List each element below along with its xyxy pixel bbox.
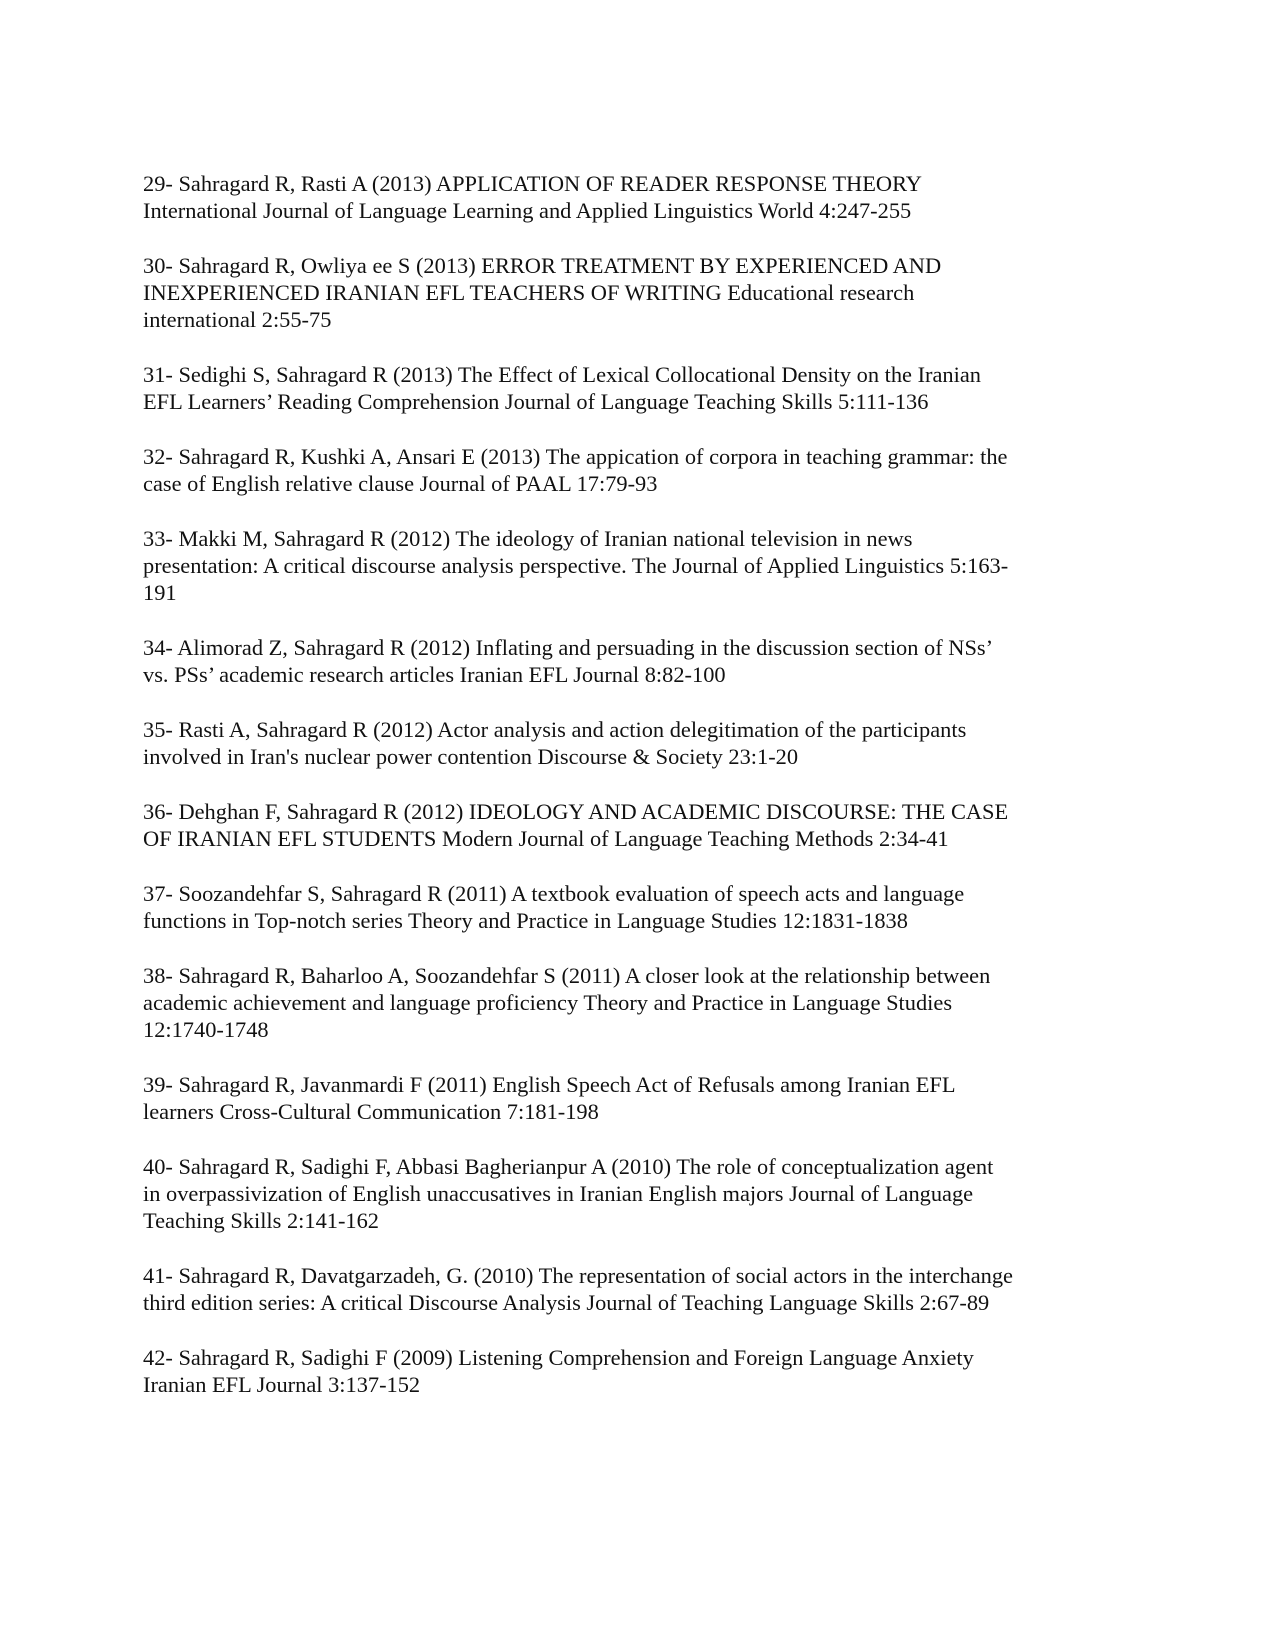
reference-41 bbox=[143, 1262, 1078, 1317]
reference-30 bbox=[143, 252, 1078, 334]
reference-line: OF IRANIAN EFL STUDENTS Modern Journal of Language Teaching Methods 2:34-41 bbox=[143, 826, 949, 852]
reference-line: 40- Sahragard R, Sadighi F, Abbasi Bagherianpur A (2010) The role of conceptualization agent bbox=[143, 1153, 994, 1179]
reference-line: functions in Top-notch series Theory and Practice in Language Studies 12:1831-1838 bbox=[143, 908, 908, 934]
reference-line: International Journal of Language Learning and Applied Linguistics World 4:247-255 bbox=[143, 198, 912, 224]
reference-line: 42- Sahragard R, Sadighi F (2009) Listening Comprehension and Foreign Language Anxiety bbox=[143, 1344, 974, 1370]
reference-line: 41- Sahragard R, Davatgarzadeh, G. (2010) The representation of social actors in the interchange bbox=[143, 1262, 1013, 1288]
reference-line: involved in Iran's nuclear power contention Discourse & Society 23:1-20 bbox=[143, 744, 799, 770]
reference-line: academic achievement and language proficiency Theory and Practice in Language Studies bbox=[143, 989, 953, 1015]
reference-line: 35- Rasti A, Sahragard R (2012) Actor analysis and action delegitimation of the participants bbox=[143, 716, 967, 742]
reference-line: 37- Soozandehfar S, Sahragard R (2011) A textbook evaluation of speech acts and language bbox=[143, 880, 965, 906]
reference-line: 31- Sedighi S, Sahragard R (2013) The Effect of Lexical Collocational Density on the Iranian bbox=[143, 362, 981, 388]
reference-40 bbox=[143, 1153, 1078, 1235]
reference-line: Iranian EFL Journal 3:137-152 bbox=[143, 1372, 421, 1398]
reference-line: 12:1740-1748 bbox=[143, 1017, 269, 1043]
reference-line: case of English relative clause Journal of PAAL 17:79-93 bbox=[143, 471, 658, 497]
reference-line: INEXPERIENCED IRANIAN EFL TEACHERS OF WRITING Educational research bbox=[143, 280, 915, 306]
reference-33 bbox=[143, 525, 1078, 607]
reference-line: learners Cross-Cultural Communication 7:181-198 bbox=[143, 1099, 599, 1125]
reference-line: 30- Sahragard R, Owliya ee S (2013) ERROR TREATMENT BY EXPERIENCED AND bbox=[143, 252, 942, 278]
reference-line: 34- Alimorad Z, Sahragard R (2012) Inflating and persuading in the discussion section of NSs’ bbox=[143, 635, 994, 661]
reference-29 bbox=[143, 170, 1078, 225]
reference-line: 191 bbox=[143, 580, 177, 606]
reference-line: 39- Sahragard R, Javanmardi F (2011) English Speech Act of Refusals among Iranian EFL bbox=[143, 1071, 956, 1097]
reference-line: vs. PSs’ academic research articles Iranian EFL Journal 8:82-100 bbox=[143, 662, 726, 688]
reference-42 bbox=[143, 1344, 1078, 1399]
reference-32 bbox=[143, 443, 1078, 498]
reference-line: 32- Sahragard R, Kushki A, Ansari E (2013) The appication of corpora in teaching grammar: the bbox=[143, 443, 1008, 469]
reference-38 bbox=[143, 962, 1078, 1044]
reference-36 bbox=[143, 798, 1078, 853]
reference-39 bbox=[143, 1071, 1078, 1126]
reference-37 bbox=[143, 880, 1078, 935]
reference-line: EFL Learners’ Reading Comprehension Journal of Language Teaching Skills 5:111-136 bbox=[143, 389, 929, 415]
reference-line: in overpassivization of English unaccusatives in Iranian English majors Journal of Language bbox=[143, 1180, 974, 1206]
reference-line: 38- Sahragard R, Baharloo A, Soozandehfar S (2011) A closer look at the relationship between bbox=[143, 962, 991, 988]
reference-line: 33- Makki M, Sahragard R (2012) The ideology of Iranian national television in news bbox=[143, 525, 913, 551]
reference-line: Teaching Skills 2:141-162 bbox=[143, 1208, 379, 1234]
reference-line: international 2:55-75 bbox=[143, 307, 332, 333]
reference-line: third edition series: A critical Discourse Analysis Journal of Teaching Language Skills 2:67-89 bbox=[143, 1290, 990, 1316]
reference-line: 36- Dehghan F, Sahragard R (2012) IDEOLOGY AND ACADEMIC DISCOURSE: THE CASE bbox=[143, 798, 1009, 824]
reference-line: 29- Sahragard R, Rasti A (2013) APPLICATION OF READER RESPONSE THEORY bbox=[143, 171, 922, 196]
reference-31 bbox=[143, 361, 1078, 416]
reference-35 bbox=[143, 716, 1078, 771]
reference-34 bbox=[143, 634, 1078, 689]
reference-list bbox=[143, 170, 1078, 1426]
reference-line: presentation: A critical discourse analysis perspective. The Journal of Applied Linguistics 5:163- bbox=[143, 553, 1009, 579]
